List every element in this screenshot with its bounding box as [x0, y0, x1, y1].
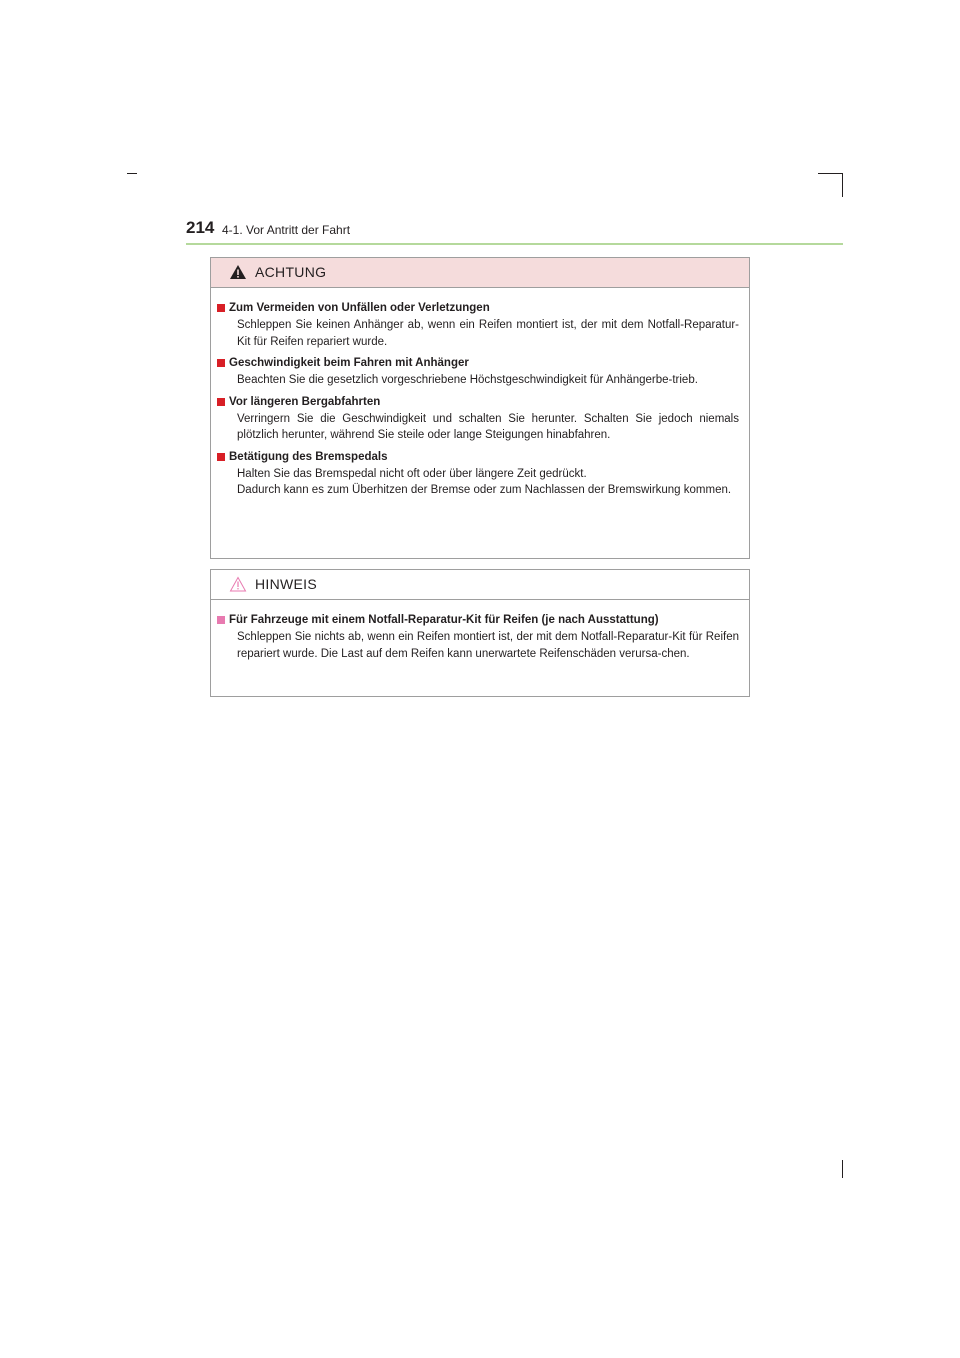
list-item	[217, 355, 739, 389]
crop-mark-top-right-h	[818, 173, 842, 174]
list-item	[217, 300, 739, 350]
square-bullet-icon	[217, 304, 225, 312]
achtung-box	[210, 257, 750, 559]
square-bullet-icon	[217, 359, 225, 367]
list-item	[217, 612, 739, 662]
item-text: Beachten Sie die gesetzlich vorgeschriebene Höchstgeschwindigkeit für Anhängerbe-trieb.	[237, 374, 698, 386]
item-text: Schleppen Sie keinen Anhänger ab, wenn ein Reifen montiert ist, der mit dem Notfall-Reparatur-Kit für Reifen repariert wurde.	[237, 319, 739, 348]
item-text: Schleppen Sie nichts ab, wenn ein Reifen montiert ist, der mit dem Notfall-Reparatur-Kit für Reifen repariert wurde. Die Last auf dem Reifen kann unerwartete Reifenschäden verursa-chen.	[237, 631, 739, 660]
item-heading: Zum Vermeiden von Unfällen oder Verletzungen	[217, 300, 739, 317]
square-bullet-icon	[217, 453, 225, 461]
crop-mark-top-left-h	[127, 173, 137, 174]
list-item	[217, 394, 739, 444]
list-item	[217, 449, 739, 499]
item-heading: Für Fahrzeuge mit einem Notfall-Reparatur-Kit für Reifen (je nach Ausstattung)	[217, 612, 739, 629]
hinweis-body	[211, 600, 749, 679]
header-rule	[186, 243, 843, 245]
section-title: 4-1. Vor Antritt der Fahrt	[222, 223, 351, 237]
achtung-header	[211, 258, 749, 288]
item-heading: Vor längeren Bergabfahrten	[217, 394, 739, 411]
hinweis-title: HINWEIS	[255, 576, 317, 592]
warning-triangle-filled-icon	[229, 264, 247, 280]
hinweis-header	[211, 570, 749, 600]
warning-triangle-outline-icon	[229, 576, 247, 592]
hinweis-box	[210, 569, 750, 697]
item-heading: Geschwindigkeit beim Fahren mit Anhänger	[217, 355, 739, 372]
page-number: 214	[186, 218, 215, 237]
crop-mark-top-right-v	[842, 173, 843, 197]
item-text: Verringern Sie die Geschwindigkeit und schalten Sie herunter. Schalten Sie jedoch niemals plötzlich herunter, während Sie steile oder lange Steigungen hinabfahren.	[237, 412, 739, 441]
item-heading: Betätigung des Bremspedals	[217, 449, 739, 466]
achtung-body	[211, 288, 749, 516]
square-bullet-icon	[217, 398, 225, 406]
square-bullet-icon	[217, 616, 225, 624]
item-text: Halten Sie das Bremspedal nicht oft oder über längere Zeit gedrückt. Dadurch kann es zum Überhitzen der Bremse oder zum Nachlassen der Bremswirkung kommen.	[237, 467, 732, 496]
crop-mark-bottom-right-v	[842, 1160, 843, 1178]
achtung-title: ACHTUNG	[255, 264, 327, 280]
